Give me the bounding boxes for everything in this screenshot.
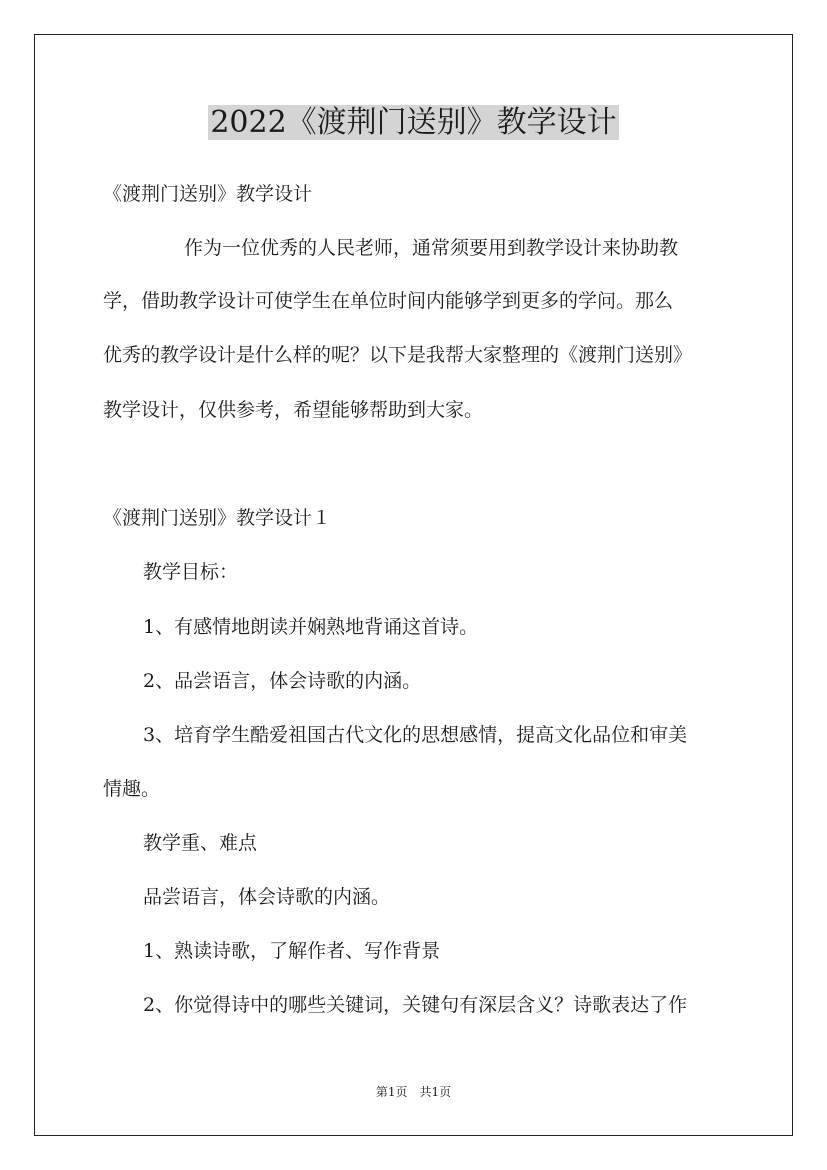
goal-item-1: 1、有感情地朗读并娴熟地背诵这首诗。 xyxy=(143,616,479,638)
goal-item-2: 2、品尝语言，体会诗歌的内涵。 xyxy=(143,670,422,692)
intro-line-2: 学，借助教学设计可使学生在单位时间内能够学到更多的学问。那么 xyxy=(103,290,674,312)
goal-item-3-cont: 情趣。 xyxy=(103,778,161,800)
document-title-text: 2022《渡荆门送别》教学设计 xyxy=(210,105,617,140)
goal-item-3: 3、培育学生酷爱祖国古代文化的思想感情，提高文化品位和审美 xyxy=(143,724,688,746)
intro-line-4: 教学设计，仅供参考，希望能够帮助到大家。 xyxy=(103,399,484,421)
intro-line-3: 优秀的教学设计是什么样的呢？以下是我帮大家整理的《渡荆门送别》 xyxy=(103,344,693,366)
page-footer: 第1页 共1页 xyxy=(375,1085,452,1099)
section-heading-1: 《渡荆门送别》教学设计１ xyxy=(103,507,332,529)
teaching-goal-heading: 教学目标： xyxy=(143,561,239,583)
key-difficulty-heading: 教学重、难点 xyxy=(143,832,258,854)
subtitle-line: 《渡荆门送别》教学设计 xyxy=(103,183,313,205)
document-title xyxy=(0,101,827,145)
intro-line-1: 作为一位优秀的人民老师，通常须要用到教学设计来协助教 xyxy=(184,237,679,259)
step-item-2: 2、你觉得诗中的哪些关键词，关键句有深层含义？诗歌表达了作 xyxy=(143,994,688,1016)
key-difficulty-text: 品尝语言，体会诗歌的内涵。 xyxy=(143,886,391,908)
step-item-1: 1、熟读诗歌，了解作者、写作背景 xyxy=(143,940,441,962)
